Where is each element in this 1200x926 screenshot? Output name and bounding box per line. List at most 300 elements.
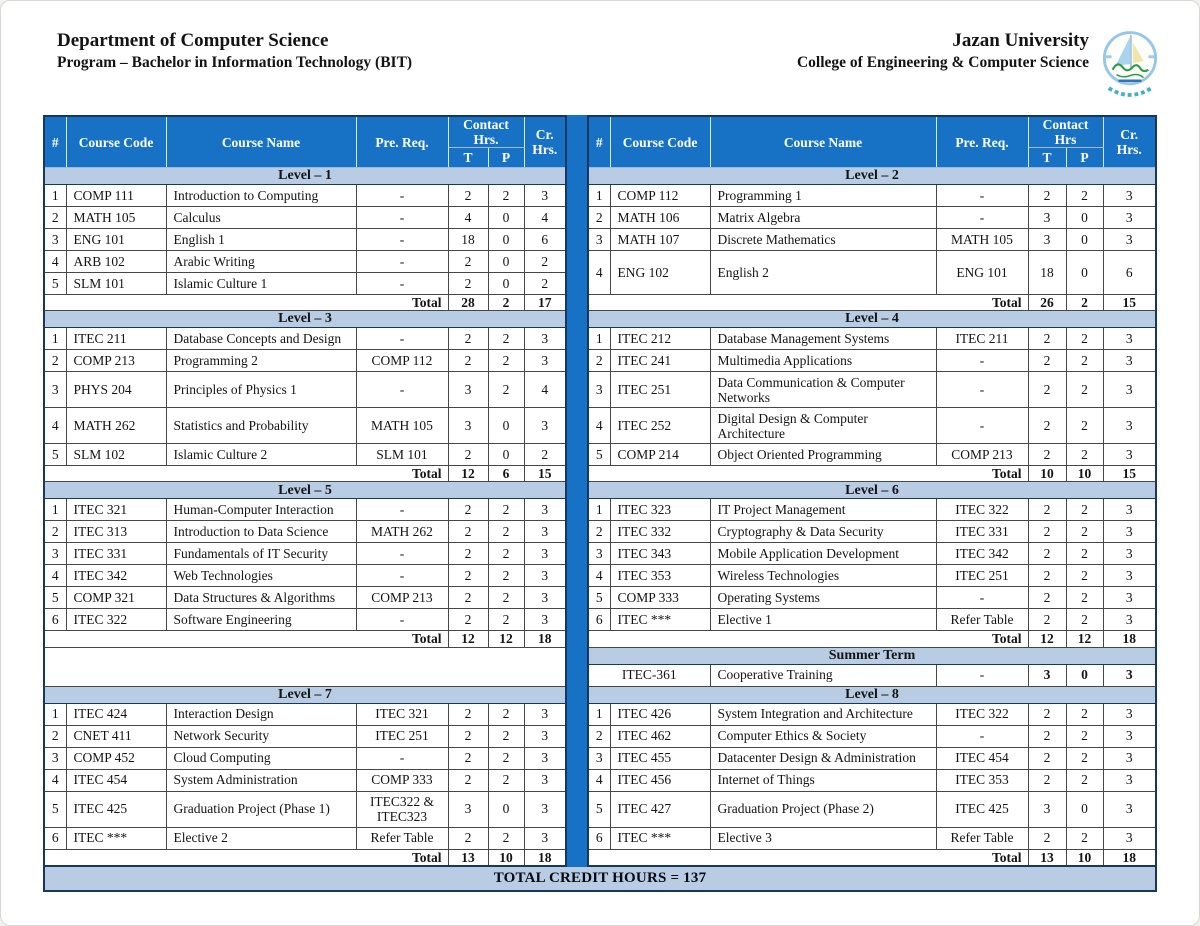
credit-hours: 3 — [1103, 372, 1156, 408]
university-text — [797, 29, 1089, 73]
course-prereq: - — [356, 609, 448, 631]
contact-hours-theory: 2 — [448, 499, 488, 521]
course-number: 2 — [44, 207, 66, 229]
total-credit: 18 — [524, 631, 566, 647]
course-code: ITEC 426 — [610, 703, 710, 725]
course-number: 1 — [588, 185, 610, 207]
credit-hours: 3 — [1103, 827, 1156, 849]
credit-hours: 6 — [1103, 251, 1156, 295]
course-code: SLM 101 — [66, 273, 166, 295]
right-course-table — [587, 115, 1157, 867]
course-name: Principles of Physics 1 — [166, 372, 356, 408]
course-code: ITEC 321 — [66, 499, 166, 521]
course-code: ITEC 251 — [610, 372, 710, 408]
course-row — [588, 609, 1156, 631]
col-practical: P — [1066, 148, 1103, 168]
course-prereq: ITEC322 & ITEC323 — [356, 791, 448, 827]
level-header: Level – 3 — [44, 311, 566, 328]
university-block — [797, 29, 1159, 99]
course-row — [588, 725, 1156, 747]
total-label: Total — [588, 295, 1028, 311]
total-credit: 18 — [1103, 631, 1156, 647]
contact-hours-theory: 2 — [448, 703, 488, 725]
course-prereq: MATH 262 — [356, 521, 448, 543]
course-code: ITEC 322 — [66, 609, 166, 631]
credit-hours: 3 — [1103, 725, 1156, 747]
course-row — [588, 185, 1156, 207]
course-number: 3 — [588, 543, 610, 565]
credit-hours: 3 — [1103, 229, 1156, 251]
course-code: ITEC *** — [66, 827, 166, 849]
credit-hours: 3 — [524, 587, 566, 609]
course-code: COMP 333 — [610, 587, 710, 609]
course-name: Network Security — [166, 725, 356, 747]
credit-hours: 3 — [1103, 521, 1156, 543]
university-title: Jazan University — [952, 30, 1089, 51]
course-number: 1 — [44, 185, 66, 207]
contact-hours-practical: 2 — [488, 328, 524, 350]
course-prereq: COMP 333 — [356, 769, 448, 791]
course-number: 6 — [44, 609, 66, 631]
contact-hours-practical: 2 — [488, 609, 524, 631]
credit-hours: 3 — [524, 350, 566, 372]
course-name: Fundamentals of IT Security — [166, 543, 356, 565]
course-prereq: - — [356, 185, 448, 207]
course-number: 5 — [588, 444, 610, 466]
course-name: Operating Systems — [710, 587, 936, 609]
course-prereq: ITEC 454 — [936, 747, 1028, 769]
course-prereq: - — [356, 747, 448, 769]
total-credit-hours-bar — [43, 867, 1157, 892]
contact-hours-practical: 2 — [488, 565, 524, 587]
total-label: Total — [44, 849, 448, 866]
course-name: Object Oriented Programming — [710, 444, 936, 466]
course-prereq: COMP 213 — [936, 444, 1028, 466]
course-name: Islamic Culture 2 — [166, 444, 356, 466]
course-name: Internet of Things — [710, 769, 936, 791]
course-name: Introduction to Computing — [166, 185, 356, 207]
spacer-cell — [44, 647, 566, 686]
course-row — [44, 251, 566, 273]
credit-hours: 3 — [524, 328, 566, 350]
course-code: MATH 105 — [66, 207, 166, 229]
contact-hours-practical: 0 — [488, 408, 524, 444]
contact-hours-practical: 2 — [488, 499, 524, 521]
course-prereq: ITEC 322 — [936, 499, 1028, 521]
col-course-code: Course Code — [610, 116, 710, 168]
course-prereq: - — [936, 372, 1028, 408]
contact-hours-theory: 2 — [1028, 408, 1066, 444]
credit-hours: 3 — [1103, 499, 1156, 521]
department-block — [57, 29, 412, 73]
course-name: Data Communication & Computer Networks — [710, 372, 936, 408]
course-prereq: COMP 112 — [356, 350, 448, 372]
course-name: Graduation Project (Phase 2) — [710, 791, 936, 827]
course-prereq: - — [356, 565, 448, 587]
contact-hours-theory: 2 — [448, 769, 488, 791]
course-prereq: - — [936, 185, 1028, 207]
credit-hours: 3 — [1103, 328, 1156, 350]
course-row — [588, 543, 1156, 565]
course-prereq: - — [356, 328, 448, 350]
course-prereq: - — [356, 273, 448, 295]
course-prereq: ITEC 353 — [936, 769, 1028, 791]
course-name: System Administration — [166, 769, 356, 791]
col-num: # — [44, 116, 66, 168]
course-number: 5 — [44, 273, 66, 295]
course-prereq: ITEC 321 — [356, 703, 448, 725]
credit-hours: 4 — [524, 207, 566, 229]
total-label: Total — [588, 631, 1028, 647]
credit-hours: 4 — [524, 372, 566, 408]
col-course-code: Course Code — [66, 116, 166, 168]
course-name: Programming 1 — [710, 185, 936, 207]
college-title: College of Engineering & Computer Science — [796, 53, 1089, 71]
course-name: Calculus — [166, 207, 356, 229]
course-number: 2 — [44, 521, 66, 543]
course-code: COMP 111 — [66, 185, 166, 207]
contact-hours-theory: 2 — [1028, 769, 1066, 791]
contact-hours-theory: 2 — [448, 565, 488, 587]
program-title: Program – Bachelor in Information Technology (BIT) — [57, 53, 413, 71]
course-number: 5 — [588, 587, 610, 609]
course-number: 2 — [588, 207, 610, 229]
contact-hours-practical: 2 — [488, 747, 524, 769]
course-prereq: COMP 213 — [356, 587, 448, 609]
contact-hours-theory: 3 — [1028, 207, 1066, 229]
contact-hours-theory: 2 — [448, 444, 488, 466]
course-code: COMP 112 — [610, 185, 710, 207]
course-code: ITEC 332 — [610, 521, 710, 543]
contact-hours-theory: 3 — [448, 372, 488, 408]
total-credit: 17 — [524, 295, 566, 311]
contact-hours-theory: 18 — [448, 229, 488, 251]
total-practical: 10 — [1066, 849, 1103, 866]
course-row — [44, 273, 566, 295]
course-code: ITEC 427 — [610, 791, 710, 827]
contact-hours-practical: 2 — [1066, 703, 1103, 725]
total-practical: 12 — [488, 631, 524, 647]
course-code: CNET 411 — [66, 725, 166, 747]
contact-hours-theory: 2 — [1028, 350, 1066, 372]
total-practical: 6 — [488, 466, 524, 482]
course-prereq: ITEC 342 — [936, 543, 1028, 565]
course-number: 4 — [588, 565, 610, 587]
course-prereq: MATH 105 — [356, 408, 448, 444]
course-number: 5 — [44, 791, 66, 827]
contact-hours-practical: 2 — [1066, 499, 1103, 521]
course-name: Matrix Algebra — [710, 207, 936, 229]
contact-hours-practical: 2 — [1066, 444, 1103, 466]
contact-hours-practical: 2 — [1066, 609, 1103, 631]
credit-hours: 3 — [524, 499, 566, 521]
course-name: Interaction Design — [166, 703, 356, 725]
col-prereq: Pre. Req. — [936, 116, 1028, 168]
contact-hours-theory: 2 — [448, 328, 488, 350]
course-prereq: - — [356, 372, 448, 408]
contact-hours-practical: 0 — [488, 791, 524, 827]
course-code: COMP 321 — [66, 587, 166, 609]
course-row — [44, 499, 566, 521]
contact-hours-theory: 3 — [1028, 791, 1066, 827]
course-prereq: - — [356, 251, 448, 273]
course-prereq: - — [936, 587, 1028, 609]
contact-hours-practical: 0 — [488, 207, 524, 229]
contact-hours-theory: 2 — [448, 725, 488, 747]
credit-hours: 2 — [524, 273, 566, 295]
course-code: ARB 102 — [66, 251, 166, 273]
course-prereq: MATH 105 — [936, 229, 1028, 251]
credit-hours: 3 — [524, 565, 566, 587]
course-prereq: SLM 101 — [356, 444, 448, 466]
course-row — [44, 185, 566, 207]
level-header-row — [44, 482, 566, 499]
course-prereq: ITEC 331 — [936, 521, 1028, 543]
level-header: Level – 5 — [44, 482, 566, 499]
course-row — [588, 747, 1156, 769]
contact-hours-practical: 2 — [488, 725, 524, 747]
total-row — [588, 849, 1156, 866]
course-code: ITEC 424 — [66, 703, 166, 725]
col-practical: P — [488, 148, 524, 168]
level-header-row — [44, 168, 566, 185]
course-name: Elective 1 — [710, 609, 936, 631]
contact-hours-practical: 2 — [488, 703, 524, 725]
course-number: 3 — [588, 747, 610, 769]
course-number: 4 — [44, 251, 66, 273]
contact-hours-theory: 2 — [1028, 565, 1066, 587]
level-header: Level – 7 — [44, 686, 566, 703]
course-name: Cloud Computing — [166, 747, 356, 769]
course-code: ITEC 212 — [610, 328, 710, 350]
course-prereq: - — [936, 408, 1028, 444]
course-row — [588, 827, 1156, 849]
course-name: Software Engineering — [166, 609, 356, 631]
course-row — [44, 587, 566, 609]
contact-hours-practical: 2 — [488, 543, 524, 565]
document-header — [1, 1, 1199, 99]
contact-hours-practical: 2 — [1066, 328, 1103, 350]
course-code: ITEC 353 — [610, 565, 710, 587]
course-number: 2 — [588, 350, 610, 372]
contact-hours-theory: 2 — [1028, 587, 1066, 609]
table-divider — [567, 115, 587, 867]
total-theory: 12 — [448, 631, 488, 647]
credit-hours: 3 — [524, 609, 566, 631]
course-row — [588, 229, 1156, 251]
course-code: ITEC-361 — [588, 664, 710, 686]
contact-hours-practical: 2 — [488, 372, 524, 408]
contact-hours-practical: 0 — [488, 229, 524, 251]
course-row — [44, 207, 566, 229]
total-theory: 12 — [1028, 631, 1066, 647]
right-table-header — [588, 116, 1156, 168]
level-header: Level – 2 — [588, 168, 1156, 185]
course-code: ENG 101 — [66, 229, 166, 251]
course-prereq: - — [936, 207, 1028, 229]
total-credit: 18 — [1103, 849, 1156, 866]
course-number: 6 — [588, 609, 610, 631]
course-row — [44, 328, 566, 350]
contact-hours-theory: 2 — [1028, 328, 1066, 350]
contact-hours-practical: 2 — [488, 185, 524, 207]
course-row — [44, 827, 566, 849]
total-row — [588, 466, 1156, 482]
course-row — [588, 664, 1156, 686]
contact-hours-theory: 2 — [448, 543, 488, 565]
course-name: Datacenter Design & Administration — [710, 747, 936, 769]
total-theory: 13 — [448, 849, 488, 866]
total-row — [588, 631, 1156, 647]
course-code: ITEC 323 — [610, 499, 710, 521]
total-practical: 12 — [1066, 631, 1103, 647]
course-row — [44, 725, 566, 747]
course-name: Discrete Mathematics — [710, 229, 936, 251]
course-name: Database Management Systems — [710, 328, 936, 350]
level-header-row — [588, 686, 1156, 703]
course-number: 4 — [44, 565, 66, 587]
course-prereq: ITEC 251 — [356, 725, 448, 747]
level-header: Level – 1 — [44, 168, 566, 185]
course-code: ENG 102 — [610, 251, 710, 295]
credit-hours: 3 — [524, 827, 566, 849]
credit-hours: 3 — [524, 791, 566, 827]
contact-hours-practical: 0 — [1066, 251, 1103, 295]
contact-hours-practical: 2 — [1066, 521, 1103, 543]
total-credit: 15 — [1103, 466, 1156, 482]
credit-hours: 3 — [1103, 444, 1156, 466]
course-row — [44, 408, 566, 444]
credit-hours: 3 — [524, 703, 566, 725]
contact-hours-theory: 2 — [1028, 703, 1066, 725]
total-theory: 10 — [1028, 466, 1066, 482]
course-name: Mobile Application Development — [710, 543, 936, 565]
course-number: 4 — [588, 408, 610, 444]
course-name: Islamic Culture 1 — [166, 273, 356, 295]
contact-hours-practical: 2 — [1066, 372, 1103, 408]
course-code: ITEC 313 — [66, 521, 166, 543]
credit-hours: 3 — [1103, 587, 1156, 609]
level-header: Level – 6 — [588, 482, 1156, 499]
course-number: 1 — [44, 703, 66, 725]
course-number: 6 — [588, 827, 610, 849]
level-header-row — [588, 311, 1156, 328]
col-prereq: Pre. Req. — [356, 116, 448, 168]
level-header: Level – 8 — [588, 686, 1156, 703]
contact-hours-practical: 0 — [1066, 207, 1103, 229]
credit-hours: 3 — [1103, 609, 1156, 631]
course-row — [44, 769, 566, 791]
course-number: 3 — [44, 747, 66, 769]
course-code: PHYS 204 — [66, 372, 166, 408]
contact-hours-theory: 2 — [448, 350, 488, 372]
course-prereq: - — [936, 350, 1028, 372]
course-row — [44, 703, 566, 725]
course-number: 2 — [588, 725, 610, 747]
course-prereq: - — [936, 725, 1028, 747]
course-number: 6 — [44, 827, 66, 849]
course-prereq: Refer Table — [936, 827, 1028, 849]
credit-hours: 3 — [1103, 664, 1156, 686]
contact-hours-theory: 3 — [448, 791, 488, 827]
total-credit-hours-text: TOTAL CREDIT HOURS = 137 — [493, 869, 707, 886]
level-header-row — [44, 686, 566, 703]
contact-hours-practical: 0 — [488, 251, 524, 273]
credit-hours: 2 — [524, 444, 566, 466]
curriculum-tables — [43, 115, 1157, 892]
course-code: ITEC 342 — [66, 565, 166, 587]
credit-hours: 2 — [524, 251, 566, 273]
course-name: Elective 2 — [166, 827, 356, 849]
total-theory: 28 — [448, 295, 488, 311]
col-contact-hours: Contact Hrs — [1028, 116, 1103, 148]
course-prereq: ENG 101 — [936, 251, 1028, 295]
course-name: Wireless Technologies — [710, 565, 936, 587]
course-name: Data Structures & Algorithms — [166, 587, 356, 609]
course-row — [44, 543, 566, 565]
course-row — [588, 372, 1156, 408]
course-row — [44, 565, 566, 587]
left-table-header — [44, 116, 566, 168]
course-number: 1 — [588, 499, 610, 521]
credit-hours: 3 — [524, 408, 566, 444]
course-prereq: - — [356, 543, 448, 565]
course-code: ITEC 456 — [610, 769, 710, 791]
contact-hours-practical: 2 — [1066, 747, 1103, 769]
contact-hours-practical: 0 — [488, 273, 524, 295]
credit-hours: 3 — [1103, 543, 1156, 565]
contact-hours-theory: 2 — [1028, 543, 1066, 565]
course-code: ITEC 252 — [610, 408, 710, 444]
course-number: 3 — [44, 543, 66, 565]
level-header-row — [44, 311, 566, 328]
contact-hours-practical: 2 — [488, 827, 524, 849]
course-name: Computer Ethics & Society — [710, 725, 936, 747]
total-row — [44, 631, 566, 647]
course-prereq: - — [356, 499, 448, 521]
course-code: ITEC 331 — [66, 543, 166, 565]
total-label: Total — [588, 466, 1028, 482]
total-label: Total — [44, 631, 448, 647]
course-prereq: ITEC 322 — [936, 703, 1028, 725]
contact-hours-theory: 2 — [1028, 185, 1066, 207]
contact-hours-practical: 2 — [1066, 408, 1103, 444]
course-name: Human-Computer Interaction — [166, 499, 356, 521]
department-title: Department of Computer Science — [57, 30, 329, 51]
total-practical: 10 — [1066, 466, 1103, 482]
course-number: 3 — [44, 372, 66, 408]
course-name: Cooperative Training — [710, 664, 936, 686]
credit-hours: 3 — [1103, 185, 1156, 207]
course-number: 1 — [44, 328, 66, 350]
credit-hours: 3 — [1103, 565, 1156, 587]
course-number: 5 — [588, 791, 610, 827]
course-prereq: ITEC 211 — [936, 328, 1028, 350]
level-header-row — [588, 482, 1156, 499]
contact-hours-practical: 2 — [1066, 827, 1103, 849]
total-theory: 12 — [448, 466, 488, 482]
course-row — [588, 499, 1156, 521]
course-code: SLM 102 — [66, 444, 166, 466]
course-row — [588, 328, 1156, 350]
contact-hours-theory: 2 — [1028, 499, 1066, 521]
course-prereq: Refer Table — [356, 827, 448, 849]
course-name: Web Technologies — [166, 565, 356, 587]
course-row — [588, 565, 1156, 587]
credit-hours: 3 — [1103, 769, 1156, 791]
course-code: ITEC 455 — [610, 747, 710, 769]
course-row — [44, 229, 566, 251]
